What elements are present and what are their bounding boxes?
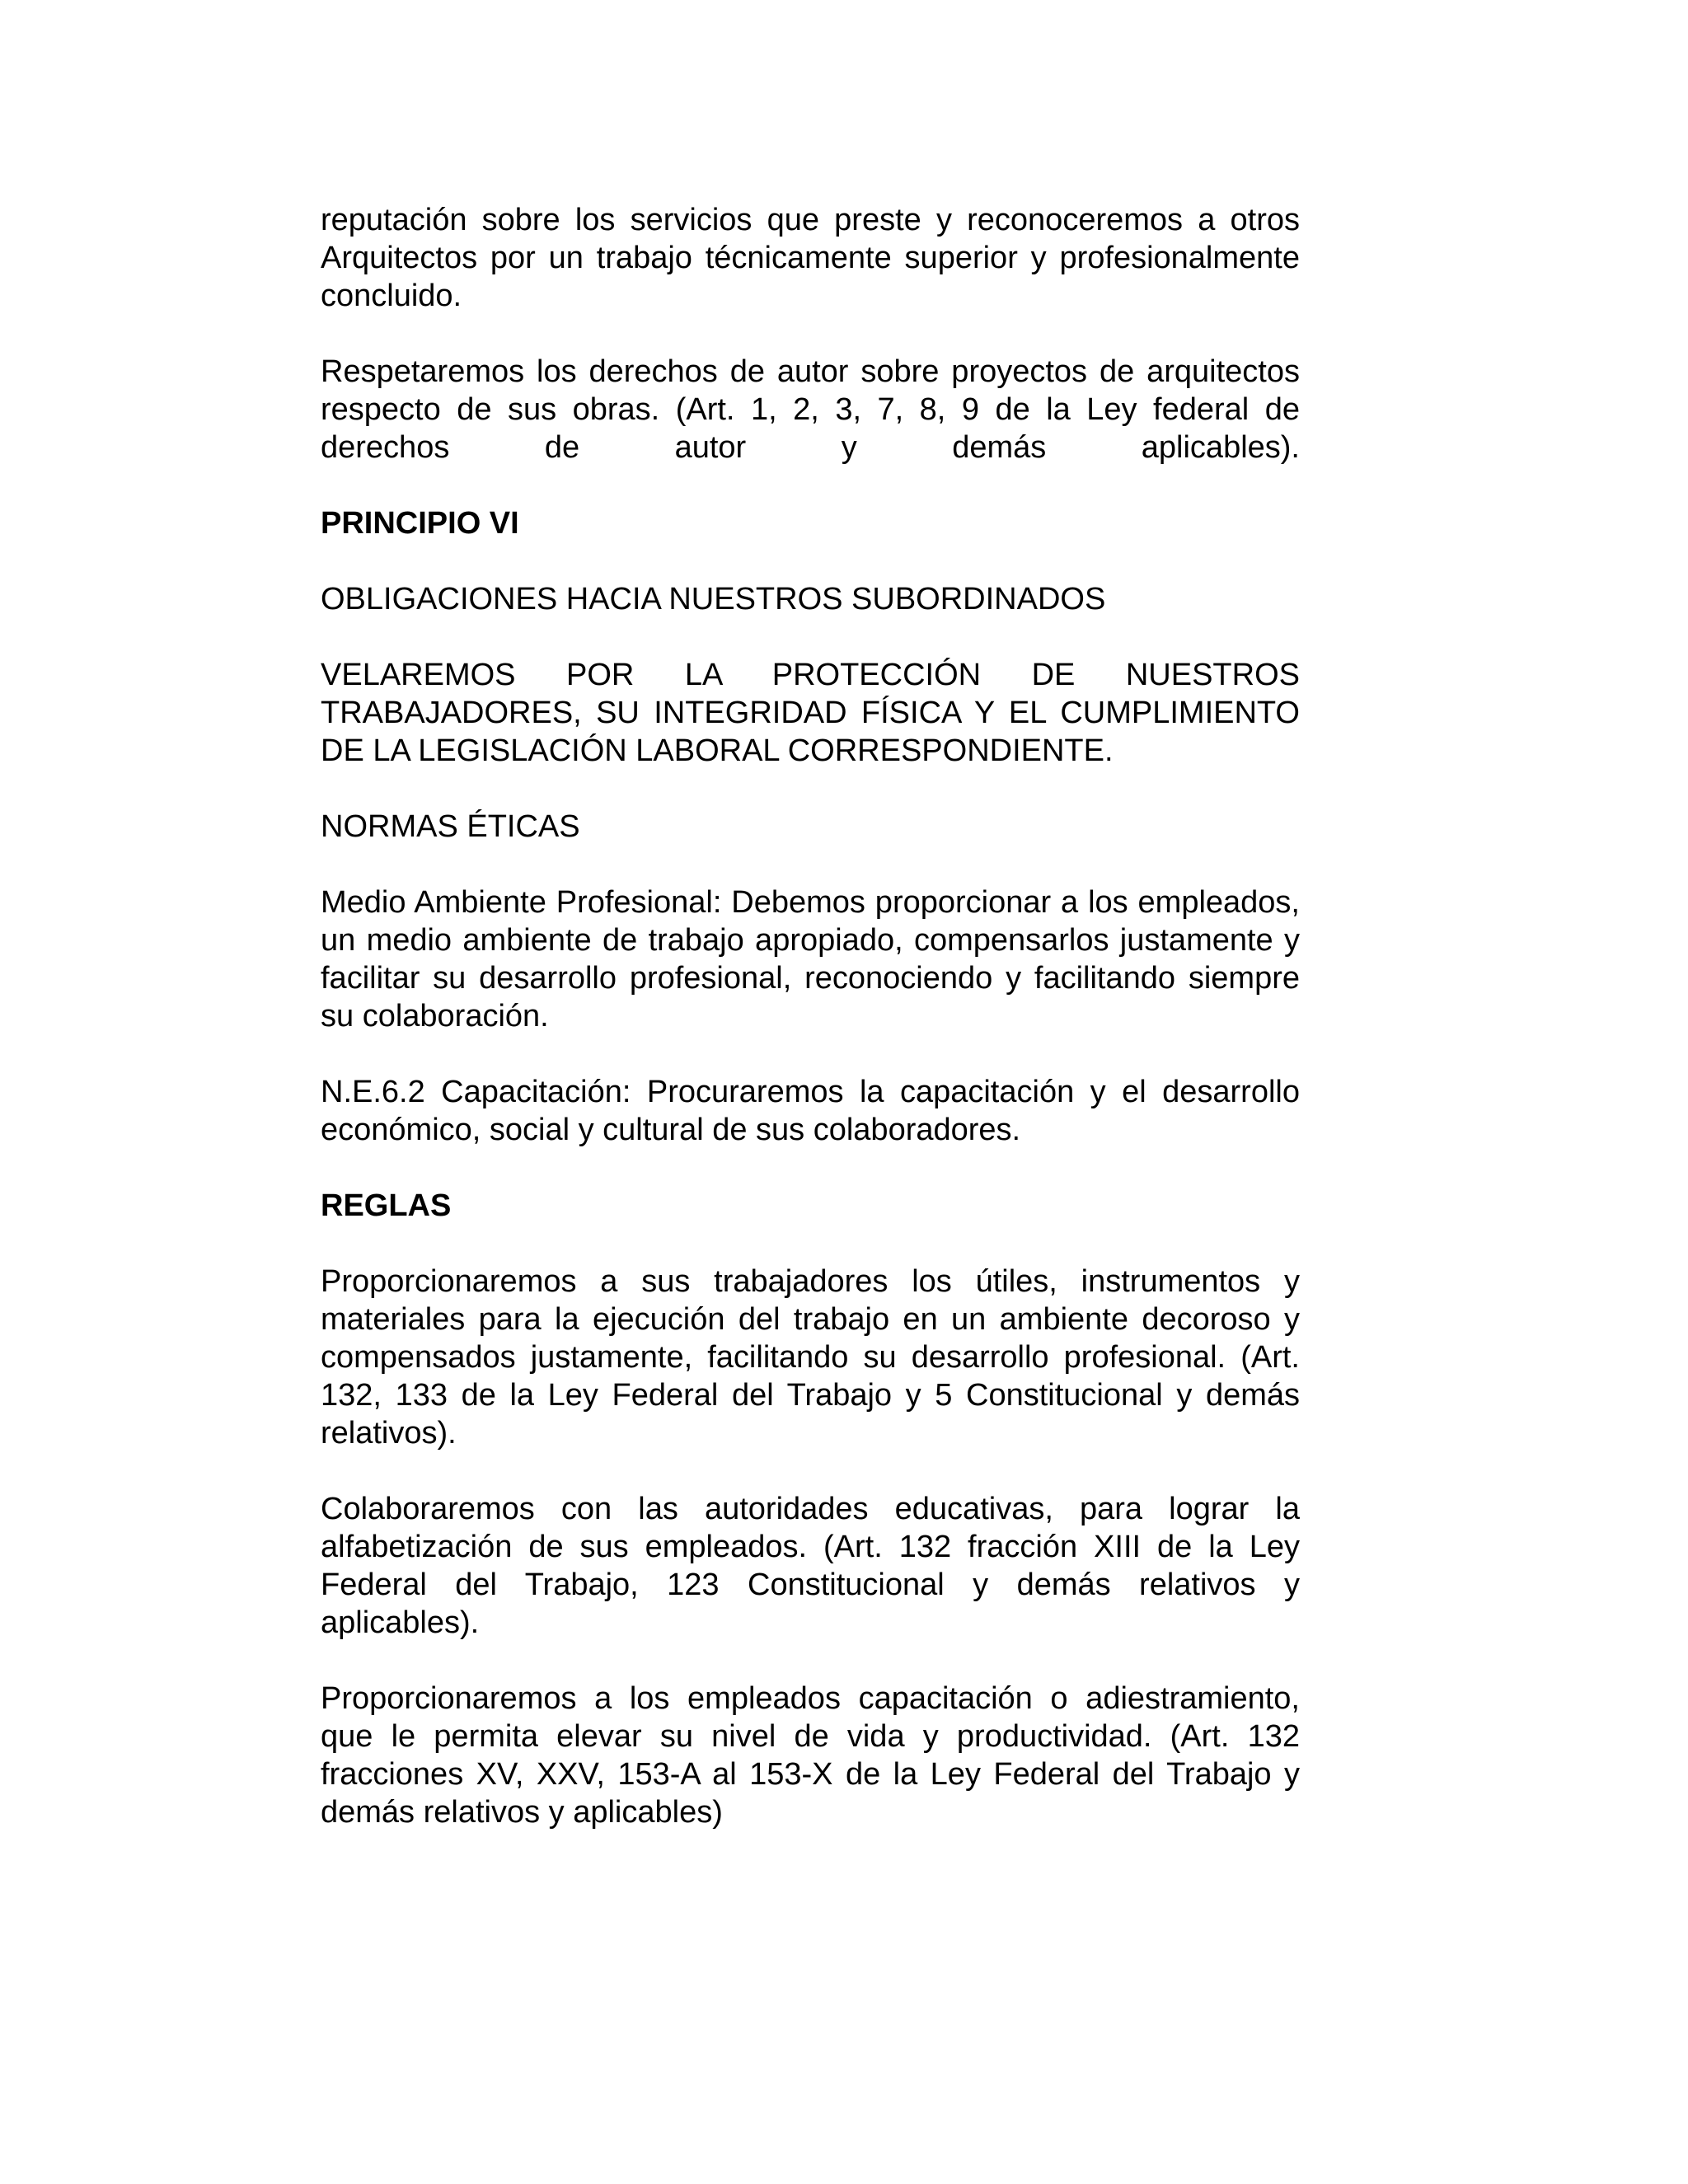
heading-reglas: REGLAS xyxy=(321,1188,452,1223)
section-title-obligaciones: OBLIGACIONES HACIA NUESTROS SUBORDINADOS xyxy=(321,582,1106,616)
document-body xyxy=(321,201,1300,1869)
section-title-normas-eticas: NORMAS ÉTICAS xyxy=(321,809,580,844)
paragraph-velaremos: VELAREMOS POR LA PROTECCIÓN DE NUESTROS TRABAJADORES, SU INTEGRIDAD FÍSICA Y EL CUMPLIMIENTO DE LA LEGISLACIÓN LABORAL CORRESPONDIENTE. xyxy=(321,658,1300,768)
paragraph-derechos-autor: Respetaremos los derechos de autor sobre proyectos de arquitectos respecto de sus obras. (Art. 1, 2, 3, 7, 8, 9 de la Ley federal de derechos de autor y demás aplicables). xyxy=(321,354,1300,465)
paragraph-alfabetizacion: Colaboraremos con las autoridades educativas, para lograr la alfabetización de sus empleados. (Art. 132 fracción XIII de la Ley Federal del Trabajo, 123 Constitucional y demás relativos y aplicables). xyxy=(321,1492,1300,1640)
paragraph-medio-ambiente: Medio Ambiente Profesional: Debemos proporcionar a los empleados, un medio ambiente de trabajo apropiado, compensarlos justamente y facilitar su desarrollo profesional, reconociendo y facilitando siempre su colaboración. xyxy=(321,885,1300,1033)
paragraph-reputacion: reputación sobre los servicios que preste y reconoceremos a otros Arquitectos por un trabajo técnicamente superior y profesionalmente concluido. xyxy=(321,203,1300,313)
paragraph-utiles: Proporcionaremos a sus trabajadores los útiles, instrumentos y materiales para la ejecución del trabajo en un ambiente decoroso y compensados justamente, facilitando su desarrollo profesional. (Art. 132, 133 de la Ley Federal del Trabajo y 5 Constitucional y demás relativos). xyxy=(321,1264,1300,1451)
paragraph-adiestramiento: Proporcionaremos a los empleados capacitación o adiestramiento, que le permita elevar su nivel de vida y productividad. (Art. 132 fracciones XV, XXV, 153-A al 153-X de la Ley Federal del Trabajo y demás relativos y aplicables) xyxy=(321,1681,1300,1830)
heading-principio-vi: PRINCIPIO VI xyxy=(321,506,519,541)
paragraph-capacitacion: N.E.6.2 Capacitación: Procuraremos la capacitación y el desarrollo económico, social y cultural de sus colaboradores. xyxy=(321,1075,1300,1147)
